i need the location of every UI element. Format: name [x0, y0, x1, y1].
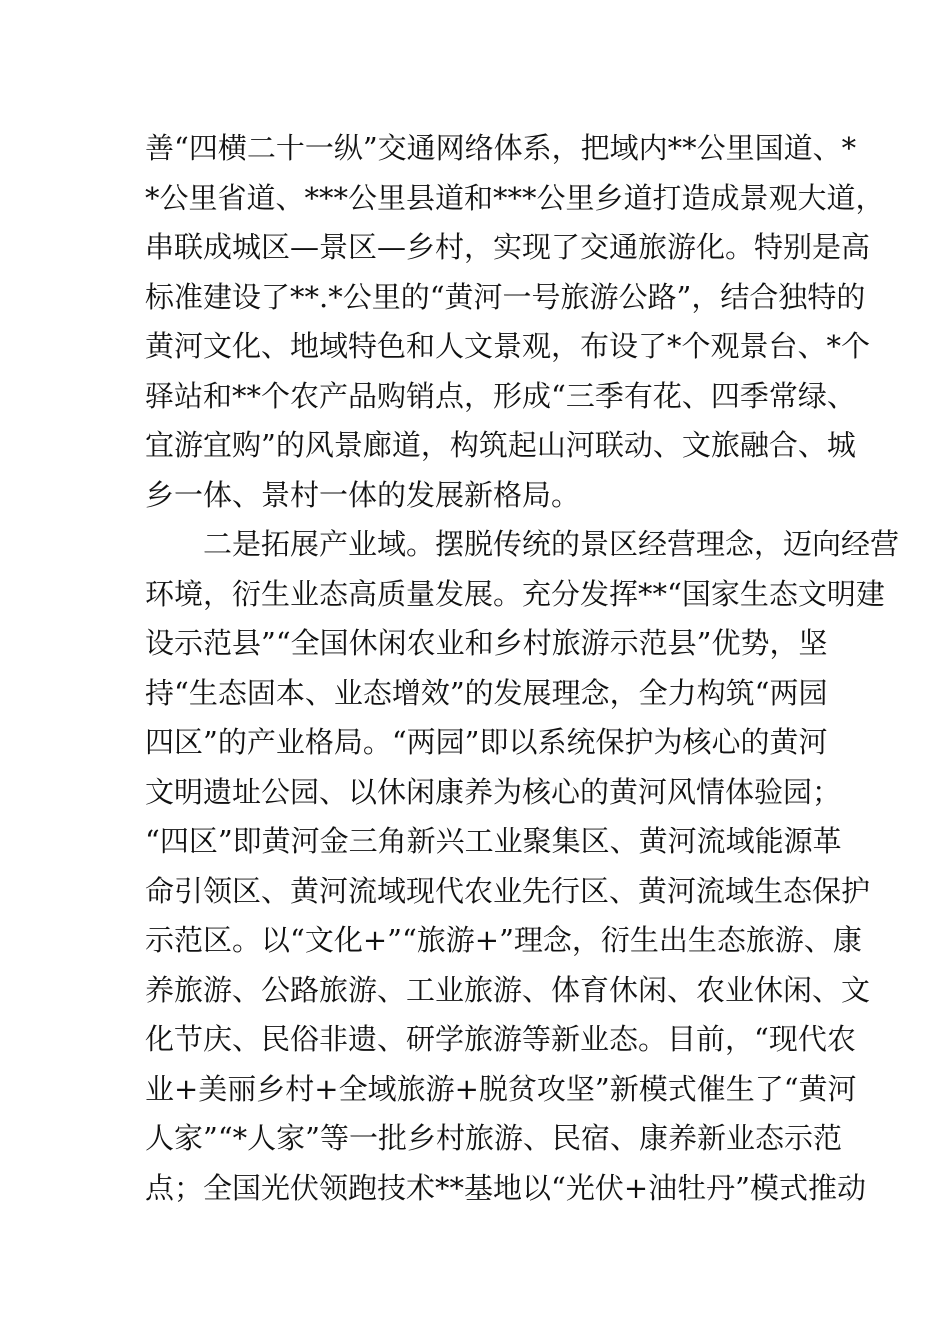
text-line: 持“生态固本、业态增效”的发展理念，全力构筑“两园 [145, 675, 828, 710]
text-line: 宜游宜购”的风景廊道，构筑起山河联动、文旅融合、城 [145, 428, 856, 462]
text-line: 业+美丽乡村+全域旅游+脱贫攻坚”新模式催生了“黄河 [145, 1071, 857, 1106]
text-line: 点；全国光伏领跑技术**基地以“光伏+油牡丹”模式推动 [145, 1170, 866, 1205]
text-line: *公里省道、***公里县道和***公里乡道打造成景观大道， [145, 180, 885, 215]
text-line: 善“四横二十一纵”交通网络体系，把域内**公里国道、* [145, 131, 857, 165]
body-text [145, 124, 900, 1213]
text-line: 乡一体、景村一体的发展新格局。 [145, 477, 581, 512]
text-line: 黄河文化、地域特色和人文景观，布设了*个观景台、*个 [145, 329, 871, 363]
text-line: 驿站和**个农产品购销点，形成“三季有花、四季常绿、 [145, 378, 856, 413]
text-line: 化节庆、民俗非遗、研学旅游等新业态。目前，“现代农 [145, 1022, 856, 1056]
text-line: 命引领区、黄河流域现代农业先行区、黄河流域生态保护 [145, 873, 871, 908]
text-line: 文明遗址公园、以休闲康养为核心的黄河风情体验园； [145, 774, 842, 809]
text-line: 四区”的产业格局。“两园”即以系统保护为核心的黄河 [145, 725, 828, 759]
text-line: 标准建设了**.*公里的“黄河一号旅游公路”，结合独特的 [145, 279, 866, 314]
text-line: 人家”“*人家”等一批乡村旅游、民宿、康养新业态示范 [145, 1121, 842, 1155]
text-line: 示范区。以“文化+”“旅游+”理念，衍生出生态旅游、康 [145, 923, 862, 957]
text-line: 设示范县”“全国休闲农业和乡村旅游示范县”优势，坚 [145, 626, 828, 660]
text-line: 养旅游、公路旅游、工业旅游、体育休闲、农业休闲、文 [145, 972, 871, 1007]
text-line: 二是拓展产业域。摆脱传统的景区经营理念，迈向经营 [145, 527, 900, 561]
text-line: 串联成城区—景区—乡村，实现了交通旅游化。特别是高 [145, 230, 871, 264]
text-line: 环境，衍生业态高质量发展。充分发挥**“国家生态文明建 [145, 576, 885, 611]
text-line: “四区”即黄河金三角新兴工业聚集区、黄河流域能源革 [145, 824, 842, 858]
